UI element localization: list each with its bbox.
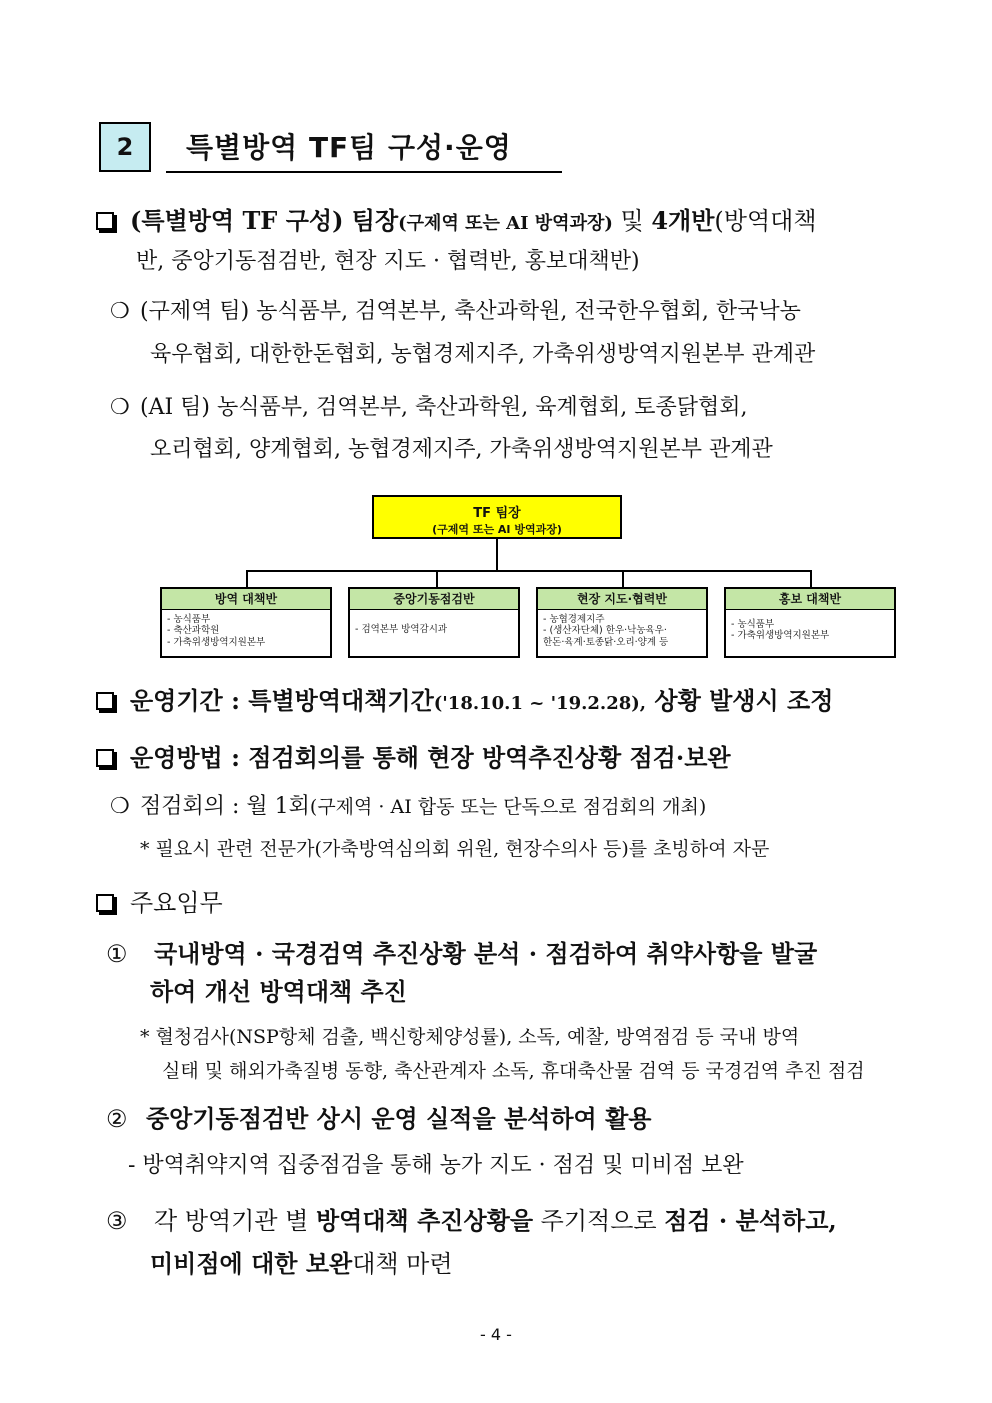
duty-item-1-note1: * 혈청검사(NSP항체 검출, 백신항체양성률), 소독, 예찰, 방역점검 등 국내 방역	[140, 1026, 800, 1048]
org-chart-connector	[496, 539, 498, 571]
org-box-body	[162, 610, 330, 652]
operating-period	[96, 686, 833, 716]
org-chart-connector	[247, 570, 811, 572]
org-box-head: 중앙기동점검반	[350, 589, 518, 610]
duty-item-3-line2	[150, 1249, 453, 1279]
period-tail: 상황 발생시 조정	[646, 686, 834, 715]
org-box-line: - 축산과학원	[167, 625, 220, 637]
team-heading-text: (특별방역 TF 구성) 팀장	[130, 206, 399, 235]
section-title: 특별방역 TF팀 구성·운영	[186, 131, 512, 164]
duty-item-3	[106, 1206, 837, 1236]
org-box-line: - 농협경제지주	[543, 614, 605, 625]
org-box-line: - 가축위생방역지원본부	[167, 636, 266, 648]
duty-item-1-note2: 실태 및 해외가축질병 동향, 축산관계자 소독, 휴대축산물 검역 등 국경검역 추진 점검	[162, 1060, 865, 1082]
duty-text: 대책 마련	[352, 1250, 453, 1278]
org-chart-connector	[810, 570, 812, 588]
duty-text: 각 방역기관 별	[154, 1207, 316, 1235]
duty-item-2-sub: - 방역취약지역 집중점검을 통해 농가 지도 · 점검 및 미비점 보완	[128, 1153, 744, 1178]
duties-heading-text: 주요임무	[130, 889, 223, 917]
org-chart-leader-box	[372, 495, 622, 539]
circle-bullet-icon: ❍	[110, 299, 130, 324]
team-list-start: (방역대책	[714, 207, 817, 235]
team-count: 4개반	[651, 206, 715, 235]
org-box-line: - 검역본부 방역감시과	[355, 624, 448, 636]
org-box-body	[350, 610, 518, 650]
duty-text: 국내방역 · 국경검역 추진상황 분석 · 점검하여 취약사항을 발굴	[154, 939, 818, 968]
meeting-line	[110, 793, 706, 821]
team-list-line2: 반, 중앙기동점검반, 현장 지도 · 협력반, 홍보대책반)	[136, 249, 640, 274]
team-heading	[96, 206, 817, 236]
ai-team-line1	[110, 394, 747, 422]
org-box-field-guidance	[536, 587, 708, 658]
org-box-body	[726, 610, 894, 650]
duty-number: ①	[106, 940, 128, 968]
org-chart-leader-title: TF 팀장	[473, 506, 521, 521]
checkbox-bullet-icon	[96, 212, 114, 230]
org-box-line: - (생산자단체) 한우·낙농육우·	[543, 625, 667, 637]
duties-heading	[96, 888, 223, 918]
duty-item-1	[106, 939, 817, 969]
org-box-line: 한돈·육계·토종닭·오리·양계 등	[543, 636, 669, 648]
org-chart-leader-subtitle: (구제역 또는 AI 방역과장)	[432, 523, 562, 536]
org-box-central-inspection	[348, 587, 520, 658]
checkbox-bullet-icon	[96, 749, 114, 767]
org-box-publicity	[724, 587, 896, 658]
org-chart-connector	[622, 570, 624, 588]
fmd-team-text: (구제역 팀) 농식품부, 검역본부, 축산과학원, 전국한우협회, 한국낙농	[140, 299, 801, 324]
org-box-head: 현장 지도·협력반	[538, 589, 706, 610]
duty-text-bold: 미비점에 대한 보완	[150, 1249, 353, 1278]
org-box-head: 홍보 대책반	[726, 589, 894, 610]
fmd-team-line1	[110, 298, 801, 326]
duty-text: 중앙기동점검반 상시 운영 실적을 분석하여 활용	[146, 1104, 652, 1133]
org-box-line: - 가축위생방역지원본부	[731, 630, 830, 641]
duty-number: ②	[106, 1105, 128, 1133]
section-number: 2	[99, 122, 151, 172]
org-box-head: 방역 대책반	[162, 589, 330, 610]
duty-text-bold: 방역대책 추진상황을	[316, 1206, 534, 1235]
org-box-line: - 농식품부	[167, 614, 211, 625]
operating-method	[96, 743, 731, 773]
method-heading: 운영방법 : 점검회의를 통해 현장 방역추진상황 점검·보완	[130, 743, 731, 772]
meeting-note: * 필요시 관련 전문가(가축방역심의회 위원, 현장수의사 등)를 초빙하여 자문	[140, 838, 770, 860]
checkbox-bullet-icon	[96, 894, 114, 912]
duty-text: 주기적으로	[533, 1207, 665, 1235]
team-heading-and: 및	[612, 207, 652, 235]
period-label: 운영기간 : 특별방역대책기간	[130, 686, 434, 715]
fmd-team-line2: 육우협회, 대한한돈협회, 농협경제지주, 가축위생방역지원본부 관계관	[150, 342, 816, 367]
checkbox-bullet-icon	[96, 692, 114, 710]
title-underline	[166, 171, 562, 173]
org-chart-connector	[246, 570, 248, 588]
ai-team-line2: 오리협회, 양계협회, 농협경제지주, 가축위생방역지원본부 관계관	[150, 437, 773, 462]
duty-item-2	[106, 1104, 651, 1134]
period-dates: ('18.10.1 ~ '19.2.28),	[433, 693, 647, 714]
duty-item-1-line2: 하여 개선 방역대책 추진	[150, 977, 407, 1006]
circle-bullet-icon: ❍	[110, 395, 130, 420]
org-box-quarantine	[160, 587, 332, 658]
meeting-frequency: 점검회의 : 월 1회	[140, 794, 310, 819]
org-box-body	[538, 610, 706, 652]
org-box-line: - 농식품부	[731, 618, 775, 630]
duty-number: ③	[106, 1207, 128, 1235]
meeting-detail: (구제역 · AI 합동 또는 단독으로 점검회의 개최)	[309, 796, 707, 818]
ai-team-text: (AI 팀) 농식품부, 검역본부, 축산과학원, 육계협회, 토종닭협회,	[140, 395, 748, 420]
org-chart-connector	[436, 570, 438, 588]
duty-text-bold: 점검 · 분석하고,	[664, 1206, 837, 1235]
circle-bullet-icon: ❍	[110, 794, 130, 819]
page-number: - 4 -	[480, 1325, 512, 1344]
team-leader-note: (구제역 또는 AI 방역과장)	[398, 213, 613, 234]
